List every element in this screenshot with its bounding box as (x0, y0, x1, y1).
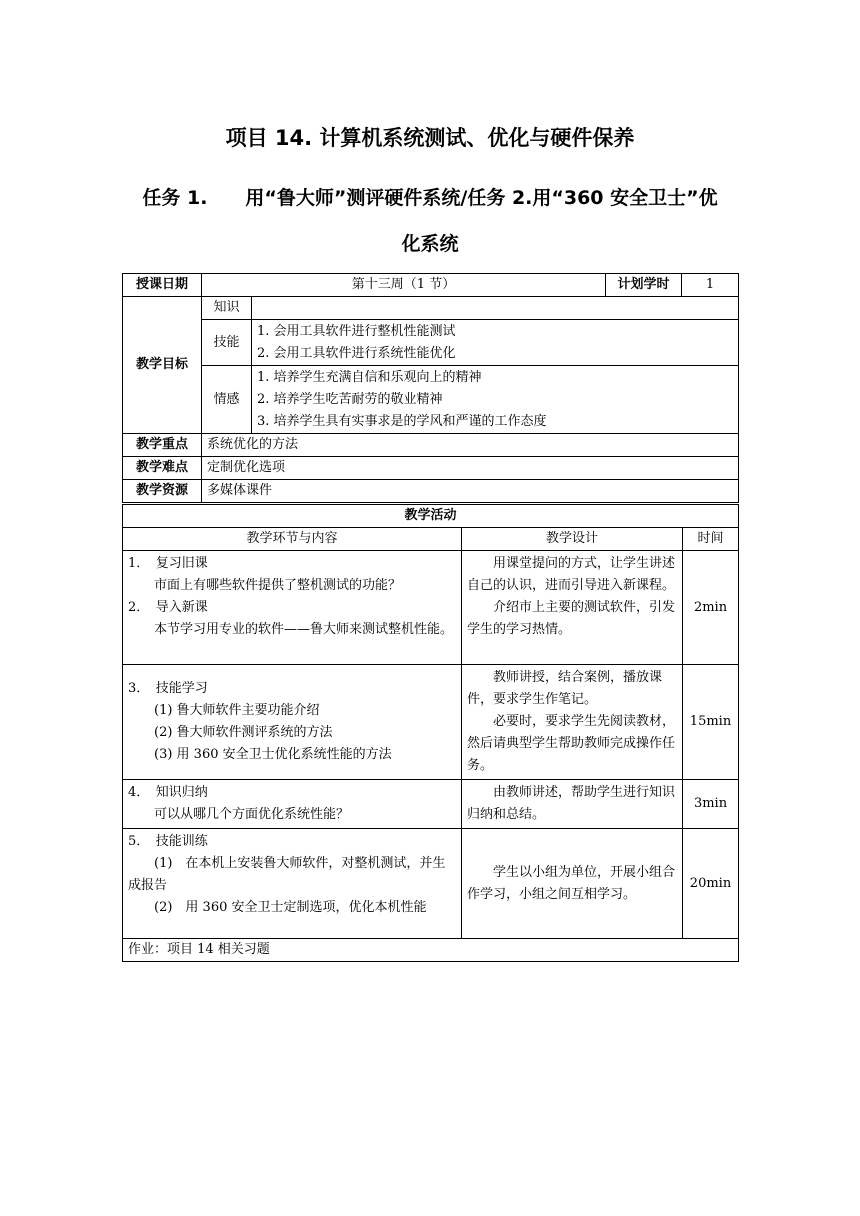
activity-design (462, 780, 683, 829)
design-paragraph: 介绍市上主要的测试软件，引发学生的学习热情。 (467, 600, 676, 637)
knowledge-value (252, 297, 739, 320)
design-paragraph: 学生以小组为单位，开展小组合作学习，小组之间互相学习。 (467, 864, 676, 902)
content-line: (1) 鲁大师软件主要功能介绍 (154, 703, 320, 718)
activity-design (462, 829, 683, 939)
homework: 作业：项目 14 相关习题 (123, 939, 739, 962)
activity-content (123, 665, 462, 780)
knowledge-label: 知识 (202, 297, 252, 320)
focus-value: 系统优化的方法 (202, 434, 739, 457)
skill-items (252, 320, 739, 366)
content-line: 本节学习用专业的软件——鲁大师来测试整机性能。 (154, 622, 454, 637)
activity-row (123, 829, 739, 939)
skill-label: 技能 (202, 320, 252, 366)
content-line: 5． 技能训练 (128, 834, 208, 849)
focus-label: 教学重点 (123, 434, 202, 457)
activity-row (123, 551, 739, 665)
content-line: (1) 在本机上安装鲁大师软件，对整机测试，并生成报告 (128, 856, 446, 893)
activity-time: 20min (683, 829, 739, 939)
lesson-info-table (122, 273, 739, 503)
activity-time: 15min (683, 665, 739, 780)
document-subtitle-line-2: 化系统 (401, 233, 459, 255)
emotion-label: 情感 (202, 366, 252, 434)
activity-design (462, 665, 683, 780)
column-header-design: 教学设计 (462, 528, 683, 551)
content-line: 可以从哪几个方面优化系统性能？ (154, 807, 350, 822)
difficulty-label: 教学难点 (123, 457, 202, 480)
difficulty-value: 定制优化选项 (202, 457, 739, 480)
content-line: (2) 鲁大师软件测评系统的方法 (154, 725, 333, 740)
activities-table (122, 504, 739, 962)
activity-content (123, 551, 462, 665)
date-value: 第十三周（1 节） (202, 274, 606, 297)
content-line: 1． 复习旧课 (128, 556, 208, 571)
design-paragraph: 教师讲授，结合案例，播放课件，要求学生作笔记。 (467, 670, 663, 707)
document-title: 项目 14. 计算机系统测试、优化与硬件保养 (225, 126, 635, 150)
hours-label: 计划学时 (606, 274, 682, 297)
content-line: 3． 技能学习 (128, 681, 208, 696)
emotion-item: 1. 培养学生充满自信和乐观向上的精神 (257, 369, 482, 385)
content-line: (3) 用 360 安全卫士优化系统性能的方法 (154, 747, 392, 762)
activity-content (123, 780, 462, 829)
emotion-item: 2. 培养学生吃苦耐劳的敬业精神 (257, 391, 443, 407)
activity-time: 3min (683, 780, 739, 829)
goals-label: 教学目标 (123, 297, 202, 434)
skill-item: 2. 会用工具软件进行系统性能优化 (257, 345, 456, 361)
design-paragraph: 由教师讲述，帮助学生进行知识归纳和总结。 (467, 785, 676, 822)
design-paragraph: 必要时，要求学生先阅读教材，然后请典型学生帮助教师完成操作任务。 (467, 714, 676, 773)
content-line: 市面上有哪些软件提供了整机测试的功能？ (154, 578, 402, 593)
activity-content (123, 829, 462, 939)
design-paragraph: 用课堂提问的方式，让学生讲述自己的认识，进而引导进入新课程。 (467, 556, 676, 593)
resource-value: 多媒体课件 (202, 480, 739, 503)
content-line: 4． 知识归纳 (128, 785, 208, 800)
activity-row (123, 665, 739, 780)
skill-item: 1. 会用工具软件进行整机性能测试 (257, 323, 456, 339)
hours-value: 1 (682, 274, 739, 297)
emotion-item: 3. 培养学生具有实事求是的学风和严谨的工作态度 (257, 413, 547, 429)
document-subtitle-line-1: 任务 1. 用“鲁大师”测评硬件系统/任务 2.用“360 安全卫士”优 (142, 187, 718, 209)
activities-heading: 教学活动 (123, 505, 739, 528)
emotion-items (252, 366, 739, 434)
activity-time: 2min (683, 551, 739, 665)
activity-row (123, 780, 739, 829)
column-header-content: 教学环节与内容 (123, 528, 462, 551)
content-line: 2． 导入新课 (128, 600, 208, 615)
content-line: (2) 用 360 安全卫士定制选项，优化本机性能 (154, 900, 427, 915)
activity-design (462, 551, 683, 665)
column-header-time: 时间 (683, 528, 739, 551)
resource-label: 教学资源 (123, 480, 202, 503)
date-label: 授课日期 (123, 274, 202, 297)
